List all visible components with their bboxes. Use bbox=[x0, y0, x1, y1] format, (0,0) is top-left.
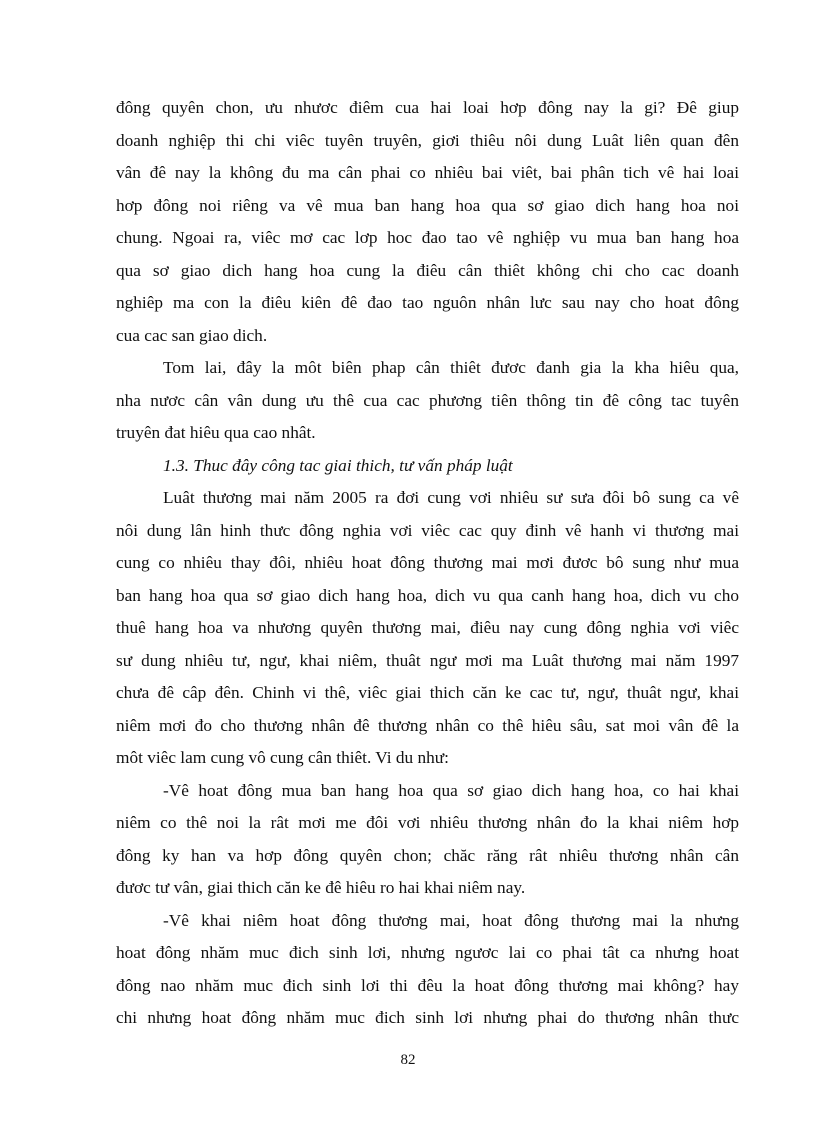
text-line: môt viêc lam cung vô cung cân thiêt. Vi du như: bbox=[116, 748, 449, 767]
paragraph-5 bbox=[116, 905, 739, 1035]
text-line: -Vê khai niêm hoat đông thương mai, hoat đông thương mai la nhưng bbox=[163, 910, 739, 930]
paragraph-2 bbox=[116, 352, 739, 450]
text-line: đông ky han va hơp đông quyên chon; chăc răng rât nhiêu thương nhân cân bbox=[116, 845, 739, 865]
text-line: doanh nghiệp thi chi viêc tuyên truyên, giơi thiêu nôi dung Luât liên quan đên bbox=[116, 130, 739, 150]
text-line: sư dung nhiêu tư, ngư, khai niêm, thuât ngư mơi ma Luât thương mai năm 1997 bbox=[116, 650, 739, 670]
text-line: nôi dung lân hinh thưc đông nghia vơi viêc cac quy đinh vê hanh vi thương mai bbox=[116, 520, 739, 540]
text-line: đươc tư vân, giai thich căn ke đê hiêu ro hai khai niêm nay. bbox=[116, 878, 526, 897]
paragraph-1 bbox=[116, 92, 739, 352]
text-line: thuê hang hoa va nhương quyên thương mai, điêu nay cung đông nghia vơi viêc bbox=[116, 618, 739, 637]
text-line: chi nhưng hoat đông nhăm muc đich sinh lơi nhưng phai do thương nhân thưc bbox=[116, 1008, 739, 1027]
text-line: niêm co thê noi la rât mơi me đôi vơi nhiêu thương nhân đo la khai niêm hơp bbox=[116, 813, 739, 832]
text-line: nghiêp ma con la điêu kiên đê đao tao nguôn nhân lưc sau nay cho hoat đông bbox=[116, 293, 739, 312]
text-line: Tom lai, đây la môt biên phap cân thiêt đươc đanh gia la kha hiêu qua, bbox=[163, 358, 739, 377]
text-line: niêm mơi đo cho thương nhân đê thương nhân co thê hiêu sâu, sat moi vân đê la bbox=[116, 715, 739, 735]
text-line: đông nao nhăm muc đich sinh lơi thi đêu la hoat đông thương mai không? hay bbox=[116, 975, 739, 995]
text-line: nha nươc cân vân dung ưu thê cua cac phương tiên thông tin đê công tac tuyên bbox=[116, 390, 739, 410]
document-body bbox=[116, 92, 739, 1035]
text-line: chung. Ngoai ra, viêc mơ cac lơp hoc đao tao vê nghiệp vu mua ban hang hoa bbox=[116, 228, 739, 247]
text-line: chưa đê câp đên. Chinh vi thê, viêc giai thich căn ke cac tư, ngư, thuât ngư, khai bbox=[116, 683, 739, 702]
text-line: ban hang hoa qua sơ giao dich hang hoa, dich vu qua canh hang hoa, dich vu cho bbox=[116, 585, 739, 605]
text-line: -Vê hoat đông mua ban hang hoa qua sơ giao dich hang hoa, co hai khai bbox=[163, 780, 739, 800]
text-line: vân đê nay la không đu ma cân phai co nhiêu bai viêt, bai phân tich vê hai loai bbox=[116, 163, 739, 182]
paragraph-4 bbox=[116, 775, 739, 905]
heading-line: 1.3. Thuc đây công tac giai thich, tư vấn pháp luật bbox=[163, 455, 513, 475]
paragraph-3 bbox=[116, 482, 739, 775]
text-line: hoat đông nhăm muc đich sinh lơi, nhưng ngươc lai co phai tât ca nhưng hoat bbox=[116, 943, 739, 962]
text-line: đông quyên chon, ưu nhươc điêm cua hai loai hơp đông nay la gi? Đê giup bbox=[116, 98, 739, 117]
text-line: cua cac san giao dich. bbox=[116, 325, 268, 345]
text-line: truyên đat hiêu qua cao nhât. bbox=[116, 423, 316, 442]
section-heading bbox=[116, 450, 739, 483]
text-line: Luât thương mai năm 2005 ra đơi cung vơi nhiêu sư sưa đôi bô sung ca vê bbox=[163, 488, 739, 507]
text-line: hơp đông noi riêng va vê mua ban hang hoa qua sơ giao dich hang hoa noi bbox=[116, 195, 739, 215]
page-number: 82 bbox=[400, 1052, 416, 1068]
text-line: cung co nhiêu thay đôi, nhiêu hoat đông thương mai mơi đươc bô sung như mua bbox=[116, 553, 739, 572]
text-line: qua sơ giao dich hang hoa cung la điêu cân thiêt không chi cho cac doanh bbox=[116, 260, 739, 280]
